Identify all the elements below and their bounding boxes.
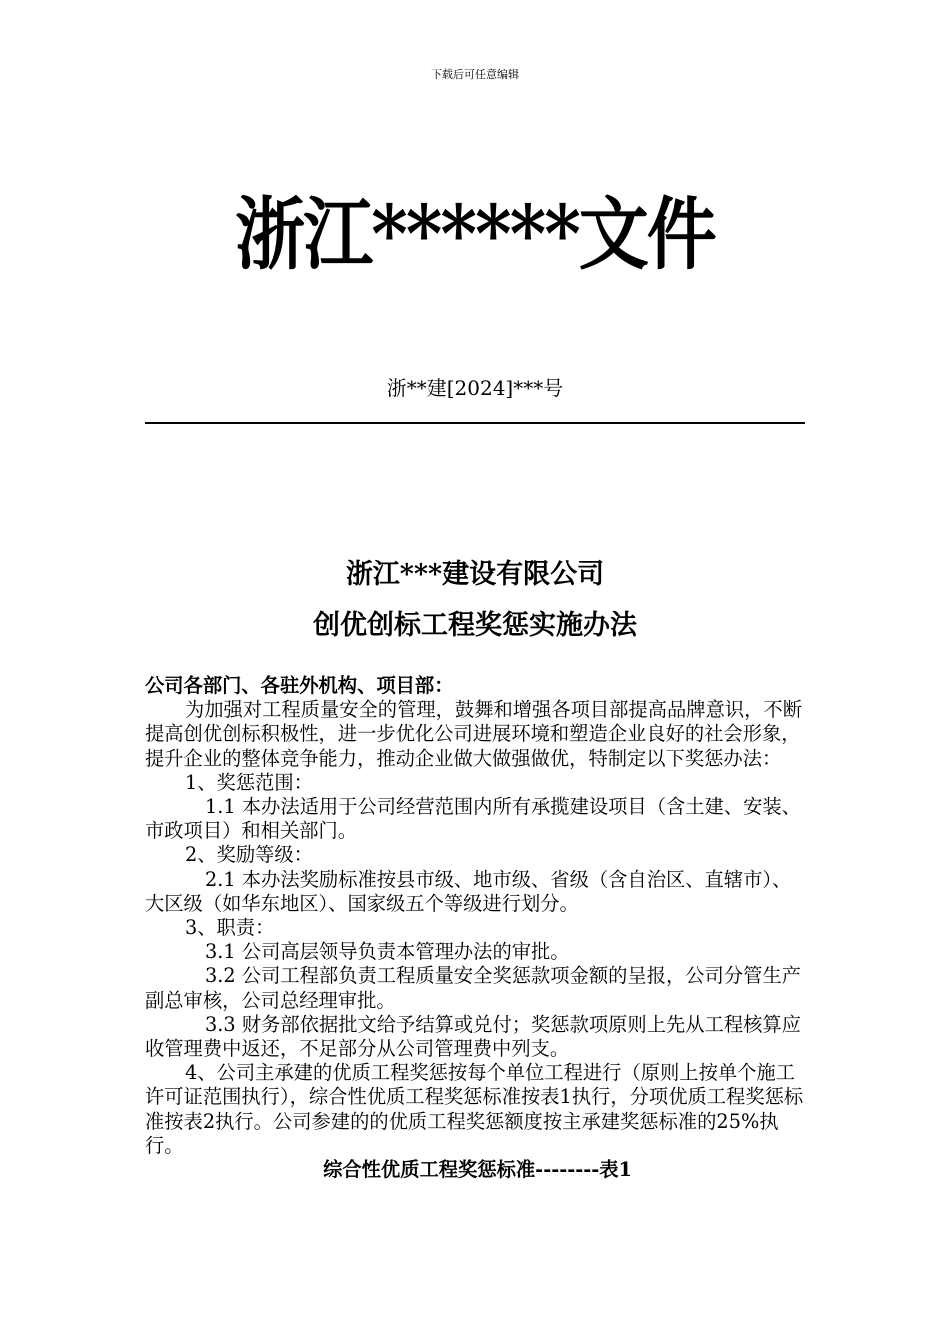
section-heading-scope: 1、奖惩范围： <box>185 770 313 794</box>
section-heading-levels: 2、奖励等级： <box>185 843 313 867</box>
header-divider <box>145 422 805 424</box>
table-caption: 综合性优质工程奖惩标准--------表1 <box>323 1158 632 1182</box>
clause-3-2: 3.2 公司工程部负责工程质量安全奖惩款项金额的呈报，公司分管生产副总审核，公司总经理审批。 <box>145 964 801 1012</box>
clause-3-1: 3.1 公司高层领导负责本管理办法的审批。 <box>205 940 570 964</box>
header-note: 下载后可任意编辑 <box>431 68 519 81</box>
document-head-title: 浙江******文件 <box>235 187 715 281</box>
document-title-subject: 创优创标工程奖惩实施办法 <box>313 610 637 641</box>
clause-2-1: 2.1 本办法奖励标准按县市级、地市级、省级（含自治区、直辖市）、大区级（如华东地区）、国家级五个等级进行划分。 <box>145 867 792 915</box>
section-4: 4、公司主承建的优质工程奖惩按每个单位工程进行（原则上按单个施工许可证范围执行），综合性优质工程奖惩标准按表1执行，分项优质工程奖惩标准按表2执行。公司参建的的优质工程奖惩额度按主承建奖惩标准的25%执行。 <box>145 1061 804 1157</box>
document-title-company: 浙江***建设有限公司 <box>345 559 605 590</box>
clause-3-3: 3.3 财务部依据批文给予结算或兑付；奖惩款项原则上先从工程核算应收管理费中返还，不足部分从公司管理费中列支。 <box>145 1012 801 1061</box>
document-body <box>145 674 810 1182</box>
section-heading-duties: 3、职责： <box>185 916 275 940</box>
paragraph-intro: 为加强对工程质量安全的管理，鼓舞和增强各项目部提高品牌意识，不断提高创优创标积极性，进一步优化公司进展环境和塑造企业良好的社会形象，提升企业的整体竞争能力，推动企业做大做强做优，特制定以下奖惩办法： <box>145 698 802 770</box>
document-number: 浙**建[2024]***号 <box>386 376 564 400</box>
clause-1-1: 1.1 本办法适用于公司经营范围内所有承揽建设项目（含土建、安装、市政项目）和相关部门。 <box>145 795 801 843</box>
salutation: 公司各部门、各驻外机构、项目部： <box>145 674 454 697</box>
